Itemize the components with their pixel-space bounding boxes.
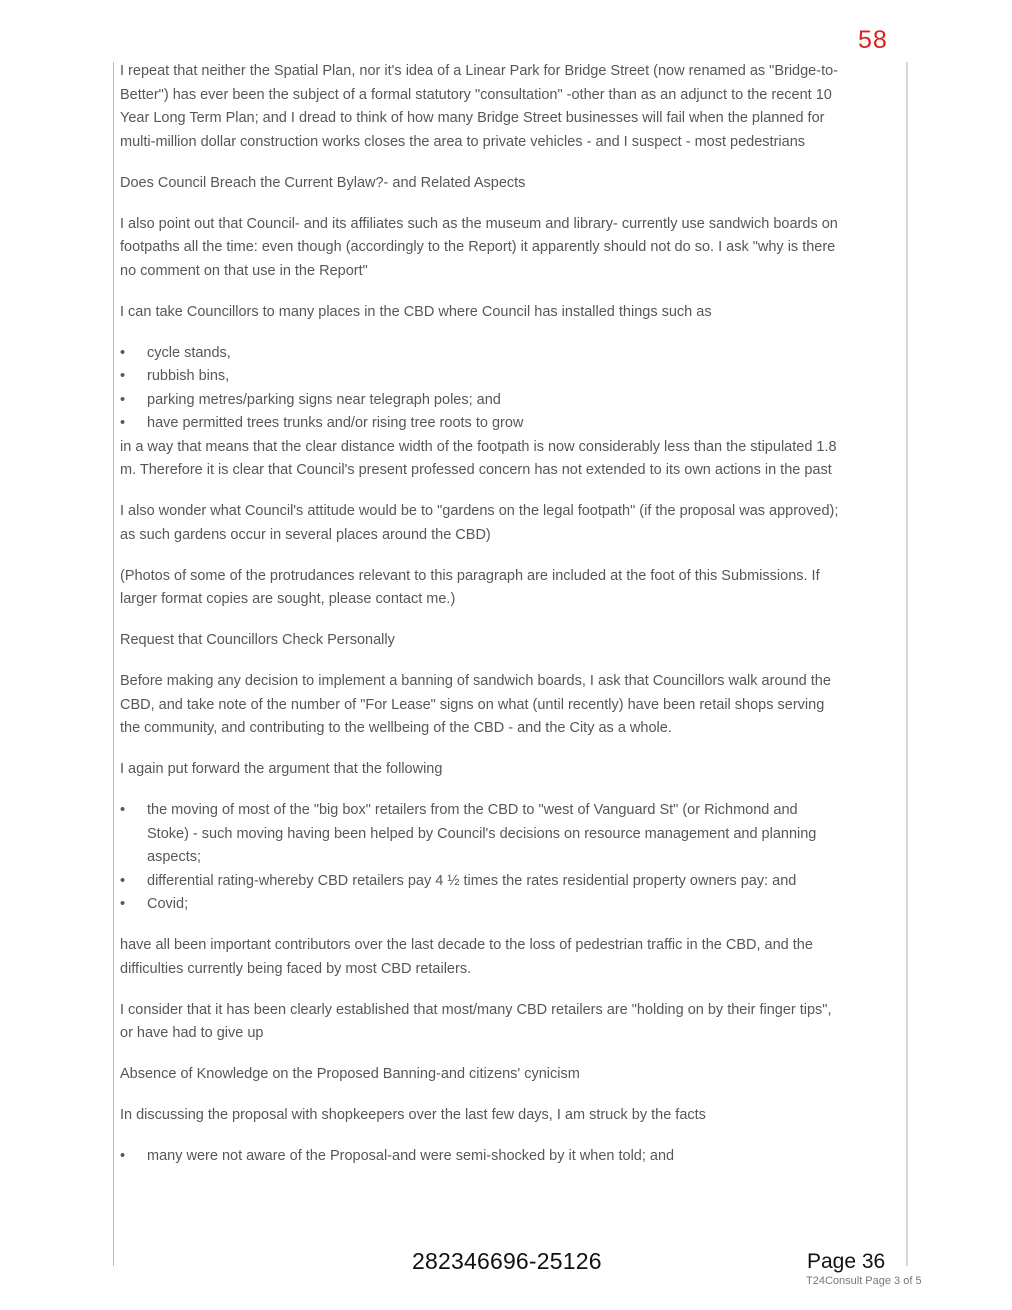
bullet-icon: •: [120, 896, 126, 912]
list-item: [120, 365, 840, 389]
bullet-icon: •: [120, 391, 126, 408]
document-id-stamp: 282346696-25126: [412, 1248, 602, 1274]
paragraph: I again put forward the argument that the following: [120, 761, 443, 777]
list-item-text: the moving of most of the "big box" retailers from the CBD to "west of Vanguard St" (or Richmond and Stoke) - such moving having been helped by Council's decisions on resource management and planning aspects;: [147, 802, 817, 865]
section-heading: Request that Councillors Check Personally: [120, 632, 395, 648]
page-number: 58: [858, 26, 888, 54]
paragraph: (Photos of some of the protrudances relevant to this paragraph are included at the foot of this Submissions. If larger format copies are sought, please contact me.): [120, 567, 820, 607]
list-item-text: rubbish bins,: [147, 368, 230, 384]
paragraph: I repeat that neither the Spatial Plan, nor it's idea of a Linear Park for Bridge Street (now renamed as "Bridge-to-Better") has ever been the subject of a formal statutory "consultation" -other than as an adjunct to the recent 10 Year Long Term Plan; and I dread to think of how many Bridge Street businesses will fail when the planned for multi-million dollar construction works closes the area to private vehicles - and I suspect - most pedestrians: [120, 63, 838, 150]
list-item: [120, 893, 840, 917]
list-item: [120, 1145, 840, 1169]
paragraph: have all been important contributors over the last decade to the loss of pedestrian traffic in the CBD, and the difficulties currently being faced by most CBD retailers.: [120, 937, 813, 977]
list-item: [120, 342, 840, 366]
paragraph: In discussing the proposal with shopkeepers over the last few days, I am struck by the facts: [120, 1107, 706, 1123]
paragraph: Before making any decision to implement a banning of sandwich boards, I ask that Councillors walk around the CBD, and take note of the number of "For Lease" signs on what (until recently) have been retail shops serving the community, and contributing to the wellbeing of the CBD - and the City as a whole.: [120, 673, 831, 736]
paragraph: I consider that it has been clearly established that most/many CBD retailers are "holding on by their finger tips", or have had to give up: [120, 1001, 832, 1041]
left-margin-rule: [113, 62, 114, 1266]
page-source-label: T24Consult Page 3 of 5: [806, 1275, 922, 1287]
bullet-list: [120, 799, 840, 917]
bullet-icon: •: [120, 872, 126, 889]
paragraph: in a way that means that the clear distance width of the footpath is now considerably less than the stipulated 1.8 m. Therefore it is clear that Council's present professed concern has not extended to its own actions in the past: [120, 438, 837, 478]
bullet-icon: •: [120, 344, 126, 361]
bullet-icon: •: [120, 368, 126, 384]
list-item-text: many were not aware of the Proposal-and were semi-shocked by it when told; and: [147, 1148, 675, 1164]
paragraph: I can take Councillors to many places in the CBD where Council has installed things such as: [120, 303, 712, 320]
list-item-text: have permitted trees trunks and/or rising tree roots to grow: [147, 415, 524, 431]
page-label: Page 36: [807, 1250, 886, 1273]
bullet-list: [120, 342, 840, 436]
section-heading: Absence of Knowledge on the Proposed Banning-and citizens' cynicism: [120, 1066, 580, 1082]
right-margin-rule: [906, 62, 908, 1266]
list-item: [120, 799, 840, 870]
list-item: [120, 412, 840, 436]
bullet-icon: •: [120, 415, 126, 431]
document-body: [120, 60, 840, 1169]
list-item: [120, 389, 840, 413]
bullet-list: [120, 1145, 840, 1169]
list-item-text: Covid;: [147, 896, 189, 912]
paragraph: I also point out that Council- and its affiliates such as the museum and library- currently use sandwich boards on footpaths all the time: even though (accordingly to the Report) it apparently should not do so. I ask "why is there no comment on that use in the Report": [120, 215, 838, 279]
section-heading: Does Council Breach the Current Bylaw?- and Related Aspects: [120, 174, 526, 191]
list-item-text: cycle stands,: [147, 344, 231, 361]
bullet-icon: •: [120, 802, 126, 818]
list-item-text: parking metres/parking signs near telegraph poles; and: [147, 391, 501, 408]
spacer: [120, 917, 840, 935]
list-item-text: differential rating-whereby CBD retailers pay 4 ½ times the rates residential property owners pay: and: [147, 872, 797, 889]
paragraph: I also wonder what Council's attitude would be to "gardens on the legal footpath" (if the proposal was approved); as such gardens occur in several places around the CBD): [120, 503, 839, 543]
bullet-icon: •: [120, 1148, 126, 1164]
list-item: [120, 870, 840, 894]
